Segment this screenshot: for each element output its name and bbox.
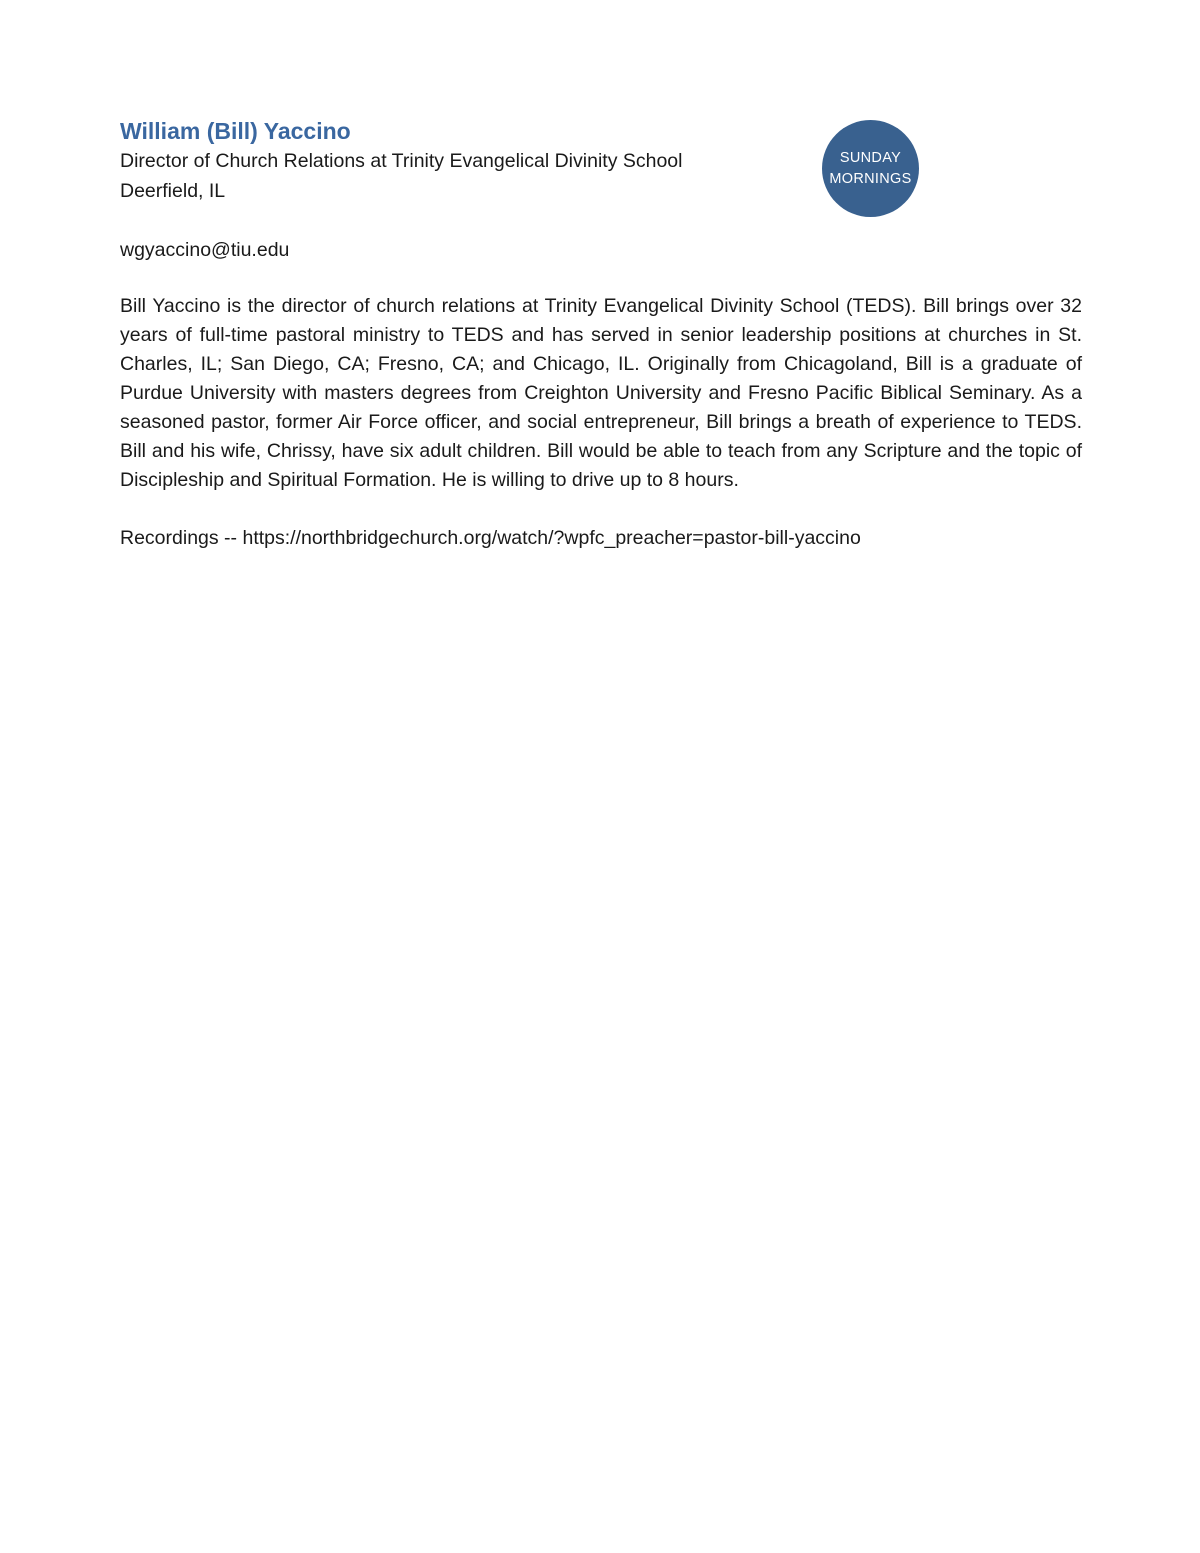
profile-content bbox=[120, 116, 1082, 553]
bio-paragraph: Bill Yaccino is the director of church relations at Trinity Evangelical Divinity School (TEDS). Bill brings over 32 years of full-time pastoral ministry to TEDS and has served in senior leadership positions at churches in St. Charles, IL; San Diego, CA; Fresno, CA; and Chicago, IL. Originally from Chicagoland, Bill is a graduate of Purdue University with masters degrees from Creighton University and Fresno Pacific Biblical Seminary. As a seasoned pastor, former Air Force officer, and social entrepreneur, Bill brings a breath of experience to TEDS. Bill and his wife, Chrissy, have six adult children. Bill would be able to teach from any Scripture and the topic of Discipleship and Spiritual Formation. He is willing to drive up to 8 hours. bbox=[120, 295, 1082, 491]
profile-email: wgyaccino@tiu.edu bbox=[120, 239, 290, 261]
profile-location: Deerfield, IL bbox=[120, 180, 226, 202]
badge-line-1: SUNDAY bbox=[839, 149, 902, 166]
profile-title: Director of Church Relations at Trinity Evangelical Divinity School bbox=[120, 150, 683, 172]
recordings-label: Recordings -- bbox=[120, 527, 243, 549]
sunday-mornings-badge bbox=[822, 120, 919, 217]
badge-line-2: MORNINGS bbox=[829, 170, 912, 187]
profile-name: William (Bill) Yaccino bbox=[120, 118, 351, 144]
recordings-line bbox=[120, 524, 1082, 553]
recordings-url[interactable]: https://northbridgechurch.org/watch/?wpfc_preacher=pastor-bill-yaccino bbox=[242, 527, 861, 549]
